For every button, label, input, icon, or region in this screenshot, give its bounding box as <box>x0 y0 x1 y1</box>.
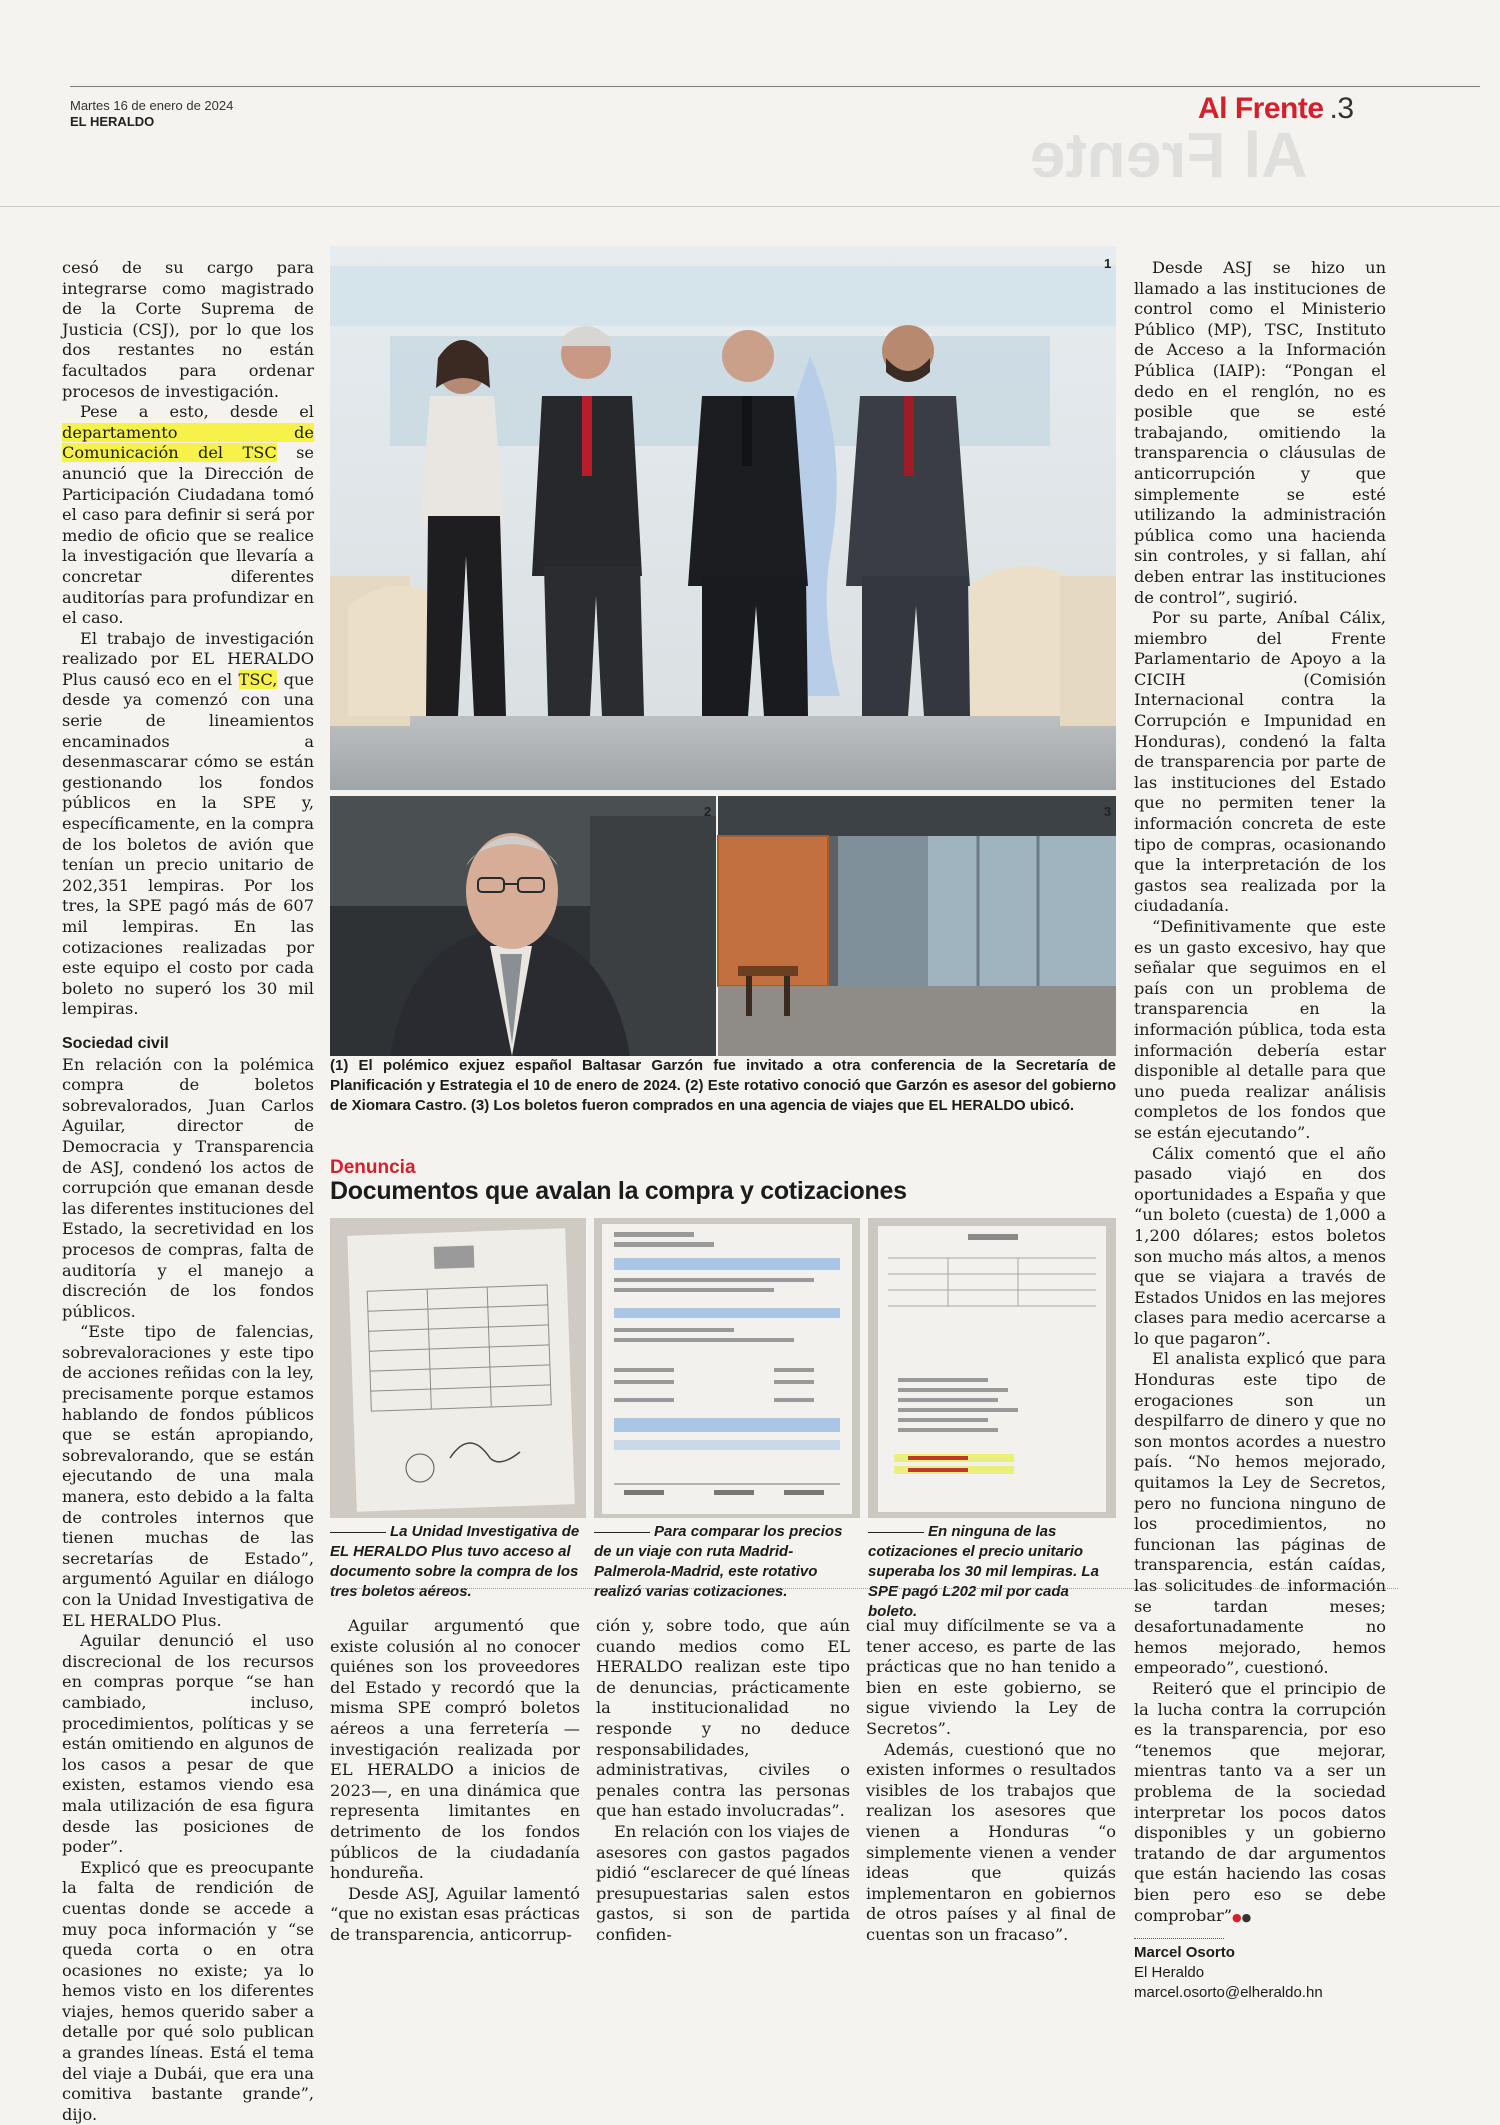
group-photo-illustration <box>330 246 1116 790</box>
article-column-right <box>1134 258 1386 2003</box>
paragraph: Explicó que es preocupante la falta de rendición de cuentas donde se accede a muy poca información y “se queda corta o en otra ocasiones no existe; ya lo hemos visto en los diferentes viajes, hemos querido saber a detalle por qué solo publican a grandes líneas. Está el tema del viaje a Dubái, que era una comitiva bastante grande”, dijo. <box>62 1857 314 2124</box>
agency-illustration <box>718 796 1116 1056</box>
caption-text: La Unidad Investigativa de EL HERALDO Plus tuvo acceso al documento sobre la compra de los tres boletos aéreos. <box>330 1523 580 1600</box>
caption-rule <box>594 1532 650 1533</box>
subheading: Sociedad civil <box>62 1034 169 1052</box>
document-scan-3 <box>868 1218 1116 1518</box>
paragraph: Desde ASJ, Aguilar lamentó “que no existan esas prácticas de transparencia, anticorrup- <box>330 1883 580 1944</box>
end-mark-icon: ● <box>1241 1910 1252 1924</box>
text: Pese a esto, desde el <box>80 402 314 422</box>
text: se anunció que la Dirección de Participación Ciudadana tomó el caso para definir si será por medio de oficio que se realice la investigación que llevaría a concretar diferentes auditorías para profundizar en el caso. <box>62 443 314 628</box>
document-caption-2 <box>594 1522 860 1602</box>
paragraph <box>62 402 314 629</box>
photo-number: 1 <box>1104 256 1112 271</box>
document-caption-1 <box>330 1522 586 1602</box>
highlighted-text: departamento de Comunicación del TSC <box>62 422 314 463</box>
block-title: Documentos que avalan la compra y cotizaciones <box>330 1177 907 1205</box>
paragraph: Aguilar denunció el uso discrecional de los recursos en compras porque “se han cambiado, incluso, procedimientos, políticas y se están omitiendo en algunos de los casos a pesar de que existen, estamos viendo esa mala utilización de esa figura desde las posiciones de poder”. <box>62 1631 314 1857</box>
author-outlet: El Heraldo <box>1134 1964 1205 1982</box>
photo-caption: (1) El polémico exjuez español Baltasar Garzón fue invitado a otra conferencia de la Secretaría de Planificación y Estrategia el 10 de enero de 2024. (2) Este rotativo conoció que Garzón es asesor del gobierno de Xiomara Castro. (3) Los boletos fueron comprados en una agencia de viajes que EL HERALDO ubicó. <box>330 1057 1116 1114</box>
paragraph: En relación con la polémica compra de boletos sobrevalorados, Juan Carlos Aguilar, director de Democracia y Transparencia de ASJ, condenó los actos de corrupción que emanan desde las diferentes instituciones del Estado, la secretividad en los procesos de compras, falta de auditoría y el manejo a discreción de los fondos públicos. <box>62 1054 314 1321</box>
paragraph: Cálix comentó que el año pasado viajó en dos oportunidades a España y que “un boleto (cuesta) de 1,000 a 1,200 dólares; estos boletos son mucho más altos, a menos que se viajara a través de Estados Unidos en las mejores clases para medio acercarse a lo que pagaron”. <box>1134 1143 1386 1348</box>
newspaper-name: EL HERALDO <box>70 114 155 129</box>
section-name: Al Frente <box>1198 92 1324 125</box>
text: El trabajo de investigación realizado por EL HERALDO Plus causó eco en el <box>62 628 314 689</box>
document-scan-1 <box>330 1218 586 1518</box>
paragraph: Por su parte, Aníbal Cálix, miembro del Frente Parlamentario de Apoyo a la CICIH (Comisión Internacional contra la Corrupción e Impunidad en Honduras), condenó la falta de transparencia por parte de las instituciones del Estado que no permiten tener la información concreta de este tipo de compras, ocasionando que la interpretación de los gastos sea realizada por la ciudadanía. <box>1134 608 1386 916</box>
photo-garzon-portrait <box>330 796 716 1056</box>
paragraph: cial muy difícilmente se va a tener acceso, es parte de las prácticas que no han tenido a bien en este gobierno, se sigue viviendo la Ley de Secretos”. <box>866 1616 1116 1738</box>
section-title <box>1198 92 1354 126</box>
article-column-bottom-3 <box>866 1616 1116 1946</box>
paragraph <box>62 629 314 1020</box>
document-image-1 <box>330 1218 586 1518</box>
paragraph: Aguilar argumentó que existe colusión al no conocer quiénes son los proveedores del Estado y recordó que la misma SPE compró boletos aéreos a una ferretería —investigación realizada por EL HERALDO a inicios de 2023—, en una dinámica que representa limitantes en detrimento de los fondos públicos de la ciudadanía hondureña. <box>330 1616 580 1883</box>
caption-rule <box>868 1532 924 1533</box>
header-divider <box>0 206 1500 207</box>
text: Reiteró que el principio de la lucha contra la corrupción es la transparencia, por eso “tenemos que mejorar, mientras tanto va a ser un problema de la sociedad interpretar los pocos datos disponibles y un gobierno tratando de dar argumentos que están haciendo las cosas bien pero eso se debe comprobar” <box>1134 1678 1386 1925</box>
photo-travel-agency <box>718 796 1116 1056</box>
photo-officials-group <box>330 246 1116 790</box>
kicker: Denuncia <box>330 1157 416 1178</box>
paragraph: “Este tipo de falencias, sobrevaloraciones y este tipo de acciones reñidas con la ley, precisamente porque estamos hablando de fondos públicos que se están apropiando, sobrevalorando, que se están ejecutando de una mala manera, esto debido a la falta de controles internos que tienen muchas de las secretarías de Estado”, argumentó Aguilar en diálogo con la Unidad Investigativa de EL HERALDO Plus. <box>62 1322 314 1630</box>
document-caption-3 <box>868 1522 1116 1622</box>
paragraph: Además, cuestionó que no existen informes o resultados visibles de los trabajos que realizan los asesores que vienen a Honduras “o simplemente vienen a vender ideas que quizás implementaron en gobiernos de otros países y al final de cuentas son un fracaso”. <box>866 1739 1116 1944</box>
header-rule <box>70 86 1480 87</box>
document-image-3 <box>868 1218 1116 1518</box>
paragraph <box>1134 1679 1386 1928</box>
byline-rule <box>1134 1938 1224 1939</box>
end-mark-icon: ● <box>1232 1910 1242 1924</box>
article-column-bottom-1 <box>330 1616 580 1946</box>
caption-text: Para comparar los precios de un viaje con ruta Madrid-Palmerola-Madrid, este rotativo realizó varias cotizaciones. <box>594 1523 843 1600</box>
paragraph: cesó de su cargo para integrarse como magistrado de la Corte Suprema de Justicia (CSJ), por lo que los dos restantes no están facultados para ordenar procesos de investigación. <box>62 258 314 401</box>
author-name: Marcel Osorto <box>1134 1944 1235 1962</box>
article-column-bottom-2 <box>596 1616 850 1946</box>
caption-text: En ninguna de las cotizaciones el precio unitario superaba los 30 mil lempiras. La SPE pagó L202 mil por cada boleto. <box>868 1523 1099 1620</box>
caption-rule <box>330 1532 386 1533</box>
document-image-2 <box>594 1218 860 1518</box>
document-scan-2 <box>594 1218 860 1518</box>
paragraph: El analista explicó que para Honduras este tipo de erogaciones son un despilfarro de dinero y que no son montos acordes a nuestro país. “No hemos mejorado, quitamos la Ley de Secretos, pero no funciona ninguno de los procedimientos, no funcionan las páginas de transparencia, están caídas, las solicitudes de información se tardan meses; desafortunadamente no hemos mejorado, hemos empeorado”, cuestionó. <box>1134 1349 1386 1678</box>
photo-number: 3 <box>1104 804 1112 819</box>
show-through-text: Al Frente <box>1030 119 1308 191</box>
issue-date: Martes 16 de enero de 2024 <box>70 98 234 113</box>
page-number: .3 <box>1329 92 1354 125</box>
byline <box>1134 1943 1386 2003</box>
highlighted-text: TSC, <box>238 669 278 689</box>
paragraph: “Definitivamente que este es un gasto excesivo, hay que señalar que seguimos en el país con un problema de transparencia en la información pública, toda esta información debería estar disponible al detalle para que uno pueda realizar análisis completos de los fondos que se están ejecutando”. <box>1134 917 1386 1142</box>
article-column-left <box>62 258 314 2125</box>
portrait-illustration <box>330 796 716 1056</box>
text: que desde ya comenzó con una serie de lineamientos encaminados a desenmascarar cómo se están gestionando los fondos públicos en la SPE y, específicamente, en la compra de los boletos de avión que tenían un precio unitario de 202,351 lempiras. Por los tres, la SPE pagó más de 607 mil lempiras. En las cotizaciones realizadas por este equipo el costo por cada boleto no superó los 30 mil lempiras. <box>62 669 314 1019</box>
paragraph: ción y, sobre todo, que aún cuando medios como EL HERALDO realizan este tipo de denuncias, prácticamente la institucionalidad no responde y no deduce responsabilidades, administrativas, civiles o penales contra las personas que han estado involucradas”. <box>596 1616 850 1821</box>
photo-number: 2 <box>704 804 712 819</box>
paragraph: Desde ASJ se hizo un llamado a las instituciones de control como el Ministerio Público (MP), TSC, Instituto de Acceso a la Información Pública (IAIP): “Pongan el dedo en el renglón, no es posible que se esté trabajando, omitiendo la transparencia o cláusulas de anticorrupción y que simplemente se esté utilizando la administración pública como una hacienda sin controles, y si fallan, ahí deben entrar las instituciones de control”, sugirió. <box>1134 258 1386 607</box>
author-email: marcel.osorto@elheraldo.hn <box>1134 1984 1323 2002</box>
paragraph: En relación con los viajes de asesores con gastos pagados pidió “esclarecer de qué líneas presupuestarias salen estos gastos, si son de partida confiden- <box>596 1821 850 1944</box>
